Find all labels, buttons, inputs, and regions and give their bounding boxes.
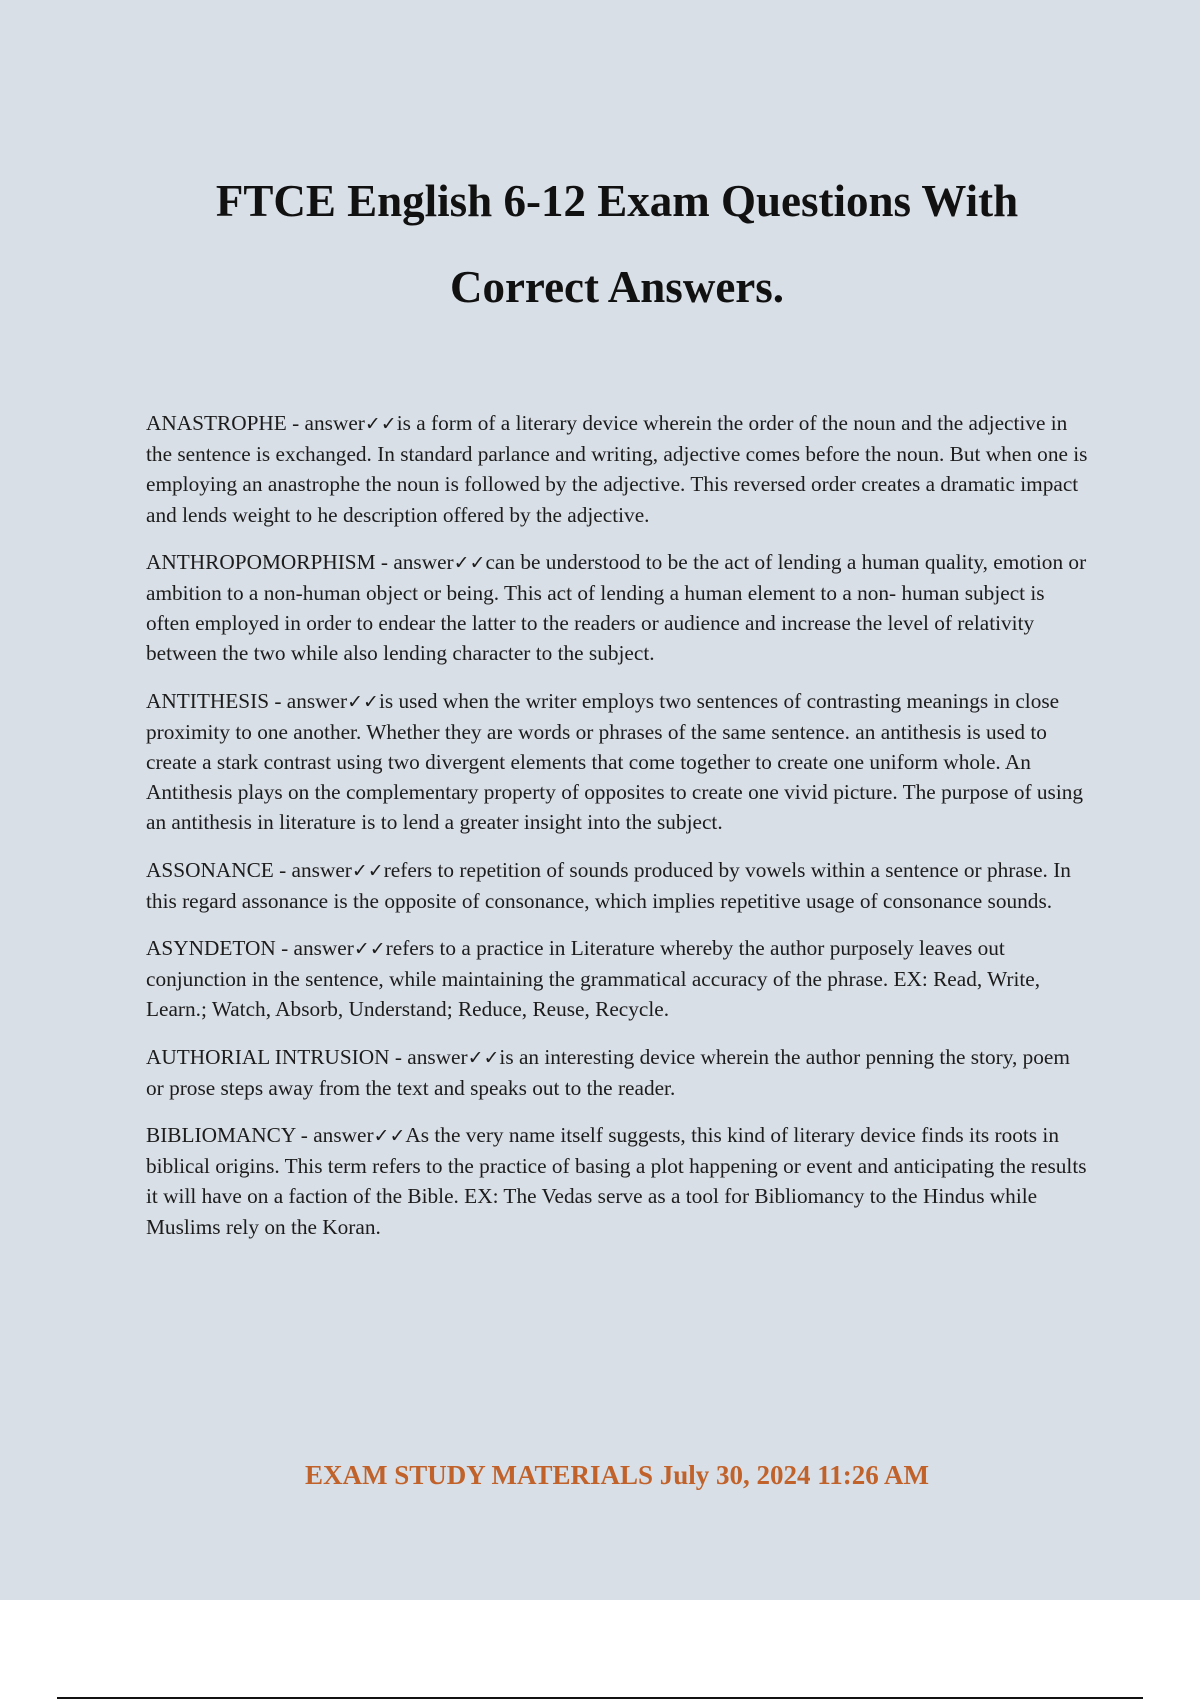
entry-term: ANTITHESIS [146,688,270,713]
entry-separator: - answer [275,936,354,961]
entry-term: BIBLIOMANCY [146,1123,296,1148]
entry-separator: - answer [295,1123,374,1148]
entry-term: ASYNDETON [146,936,276,961]
entry-term: AUTHORIAL INTRUSION [146,1044,390,1069]
entry-separator: - answer [375,549,454,574]
definition-entry [146,686,1090,838]
document-title: FTCE English 6-12 Exam Questions With Correct Answers. [215,176,1019,312]
entry-separator: - answer [269,688,348,713]
entry-definition: can be understood to be the act of lending a human quality, emotion or ambition to a non-human object or being. This act of lending a human element to a non- human subject is often employed in order to endear the latter to the readers or audience and increase the level of relativity between the two while also lending character to the subject. [146,549,1087,666]
entry-term: ASSONANCE [146,857,274,882]
double-check-icon: ✓✓ [353,938,386,961]
definition-entry [146,933,1090,1025]
definition-list [146,408,1090,1259]
bottom-divider [57,1697,1143,1699]
definition-entry [146,855,1090,916]
double-check-icon: ✓✓ [373,1125,406,1148]
entry-definition: is a form of a literary device wherein the order of the noun and the adjective in the sentence is exchanged. In standard parlance and writing, adjective comes before the noun. But when one is employing an anastrophe the noun is followed by the adjective. This reversed order creates a dramatic impact and lends weight to he description offered by the adjective. [146,411,1088,527]
double-check-icon: ✓✓ [467,1046,500,1069]
definition-entry [146,1042,1090,1103]
entry-definition: As the very name itself suggests, this kind of literary device finds its roots in biblical origins. This term refers to the practice of basing a plot happening or event and anticipating the results it will have on a faction of the Bible. EX: The Vedas serve as a tool for Bibliomancy to the Hindus while Muslims rely on the Koran. [146,1123,1087,1239]
definition-entry [146,1120,1090,1242]
definition-entry [146,408,1090,530]
entry-definition: is an interesting device wherein the author penning the story, poem or prose steps away from the text and speaks out to the reader. [146,1044,1070,1100]
entry-separator: - answer [286,411,365,435]
entry-term: ANTHROPOMORPHISM [146,549,376,574]
entry-separator: - answer [273,857,352,882]
double-check-icon: ✓✓ [351,859,384,882]
double-check-icon: ✓✓ [347,690,379,713]
entry-term: ANASTROPHE [146,411,287,435]
entry-definition: refers to a practice in Literature whereby the author purposely leaves out conjunction in the sentence, while maintaining the grammatical accuracy of the phrase. EX: Read, Write, Learn.; Watch, Absorb, Understand; Reduce, Reuse, Recycle. [146,936,1041,1022]
definition-entry [146,547,1090,669]
entry-separator: - answer [389,1044,468,1069]
double-check-icon: ✓✓ [453,551,486,574]
entry-definition: is used when the writer employs two sentences of contrasting meanings in close proximity to one another. Whether they are words or phrases of the same sentence. an antithesis is used to create a stark contrast using two divergent elements that come together to create one uniform whole. An Antithesis plays on the complementary property of opposites to create one vivid picture. The purpose of using an antithesis in literature is to lend a greater insight into the subject. [146,688,1084,835]
double-check-icon: ✓✓ [364,413,397,435]
entry-definition: refers to repetition of sounds produced by vowels within a sentence or phrase. In this regard assonance is the opposite of consonance, which implies repetitive usage of consonance sounds. [146,857,1071,913]
study-materials-timestamp: EXAM STUDY MATERIALS July 30, 2024 11:26 AM [304,1460,930,1490]
